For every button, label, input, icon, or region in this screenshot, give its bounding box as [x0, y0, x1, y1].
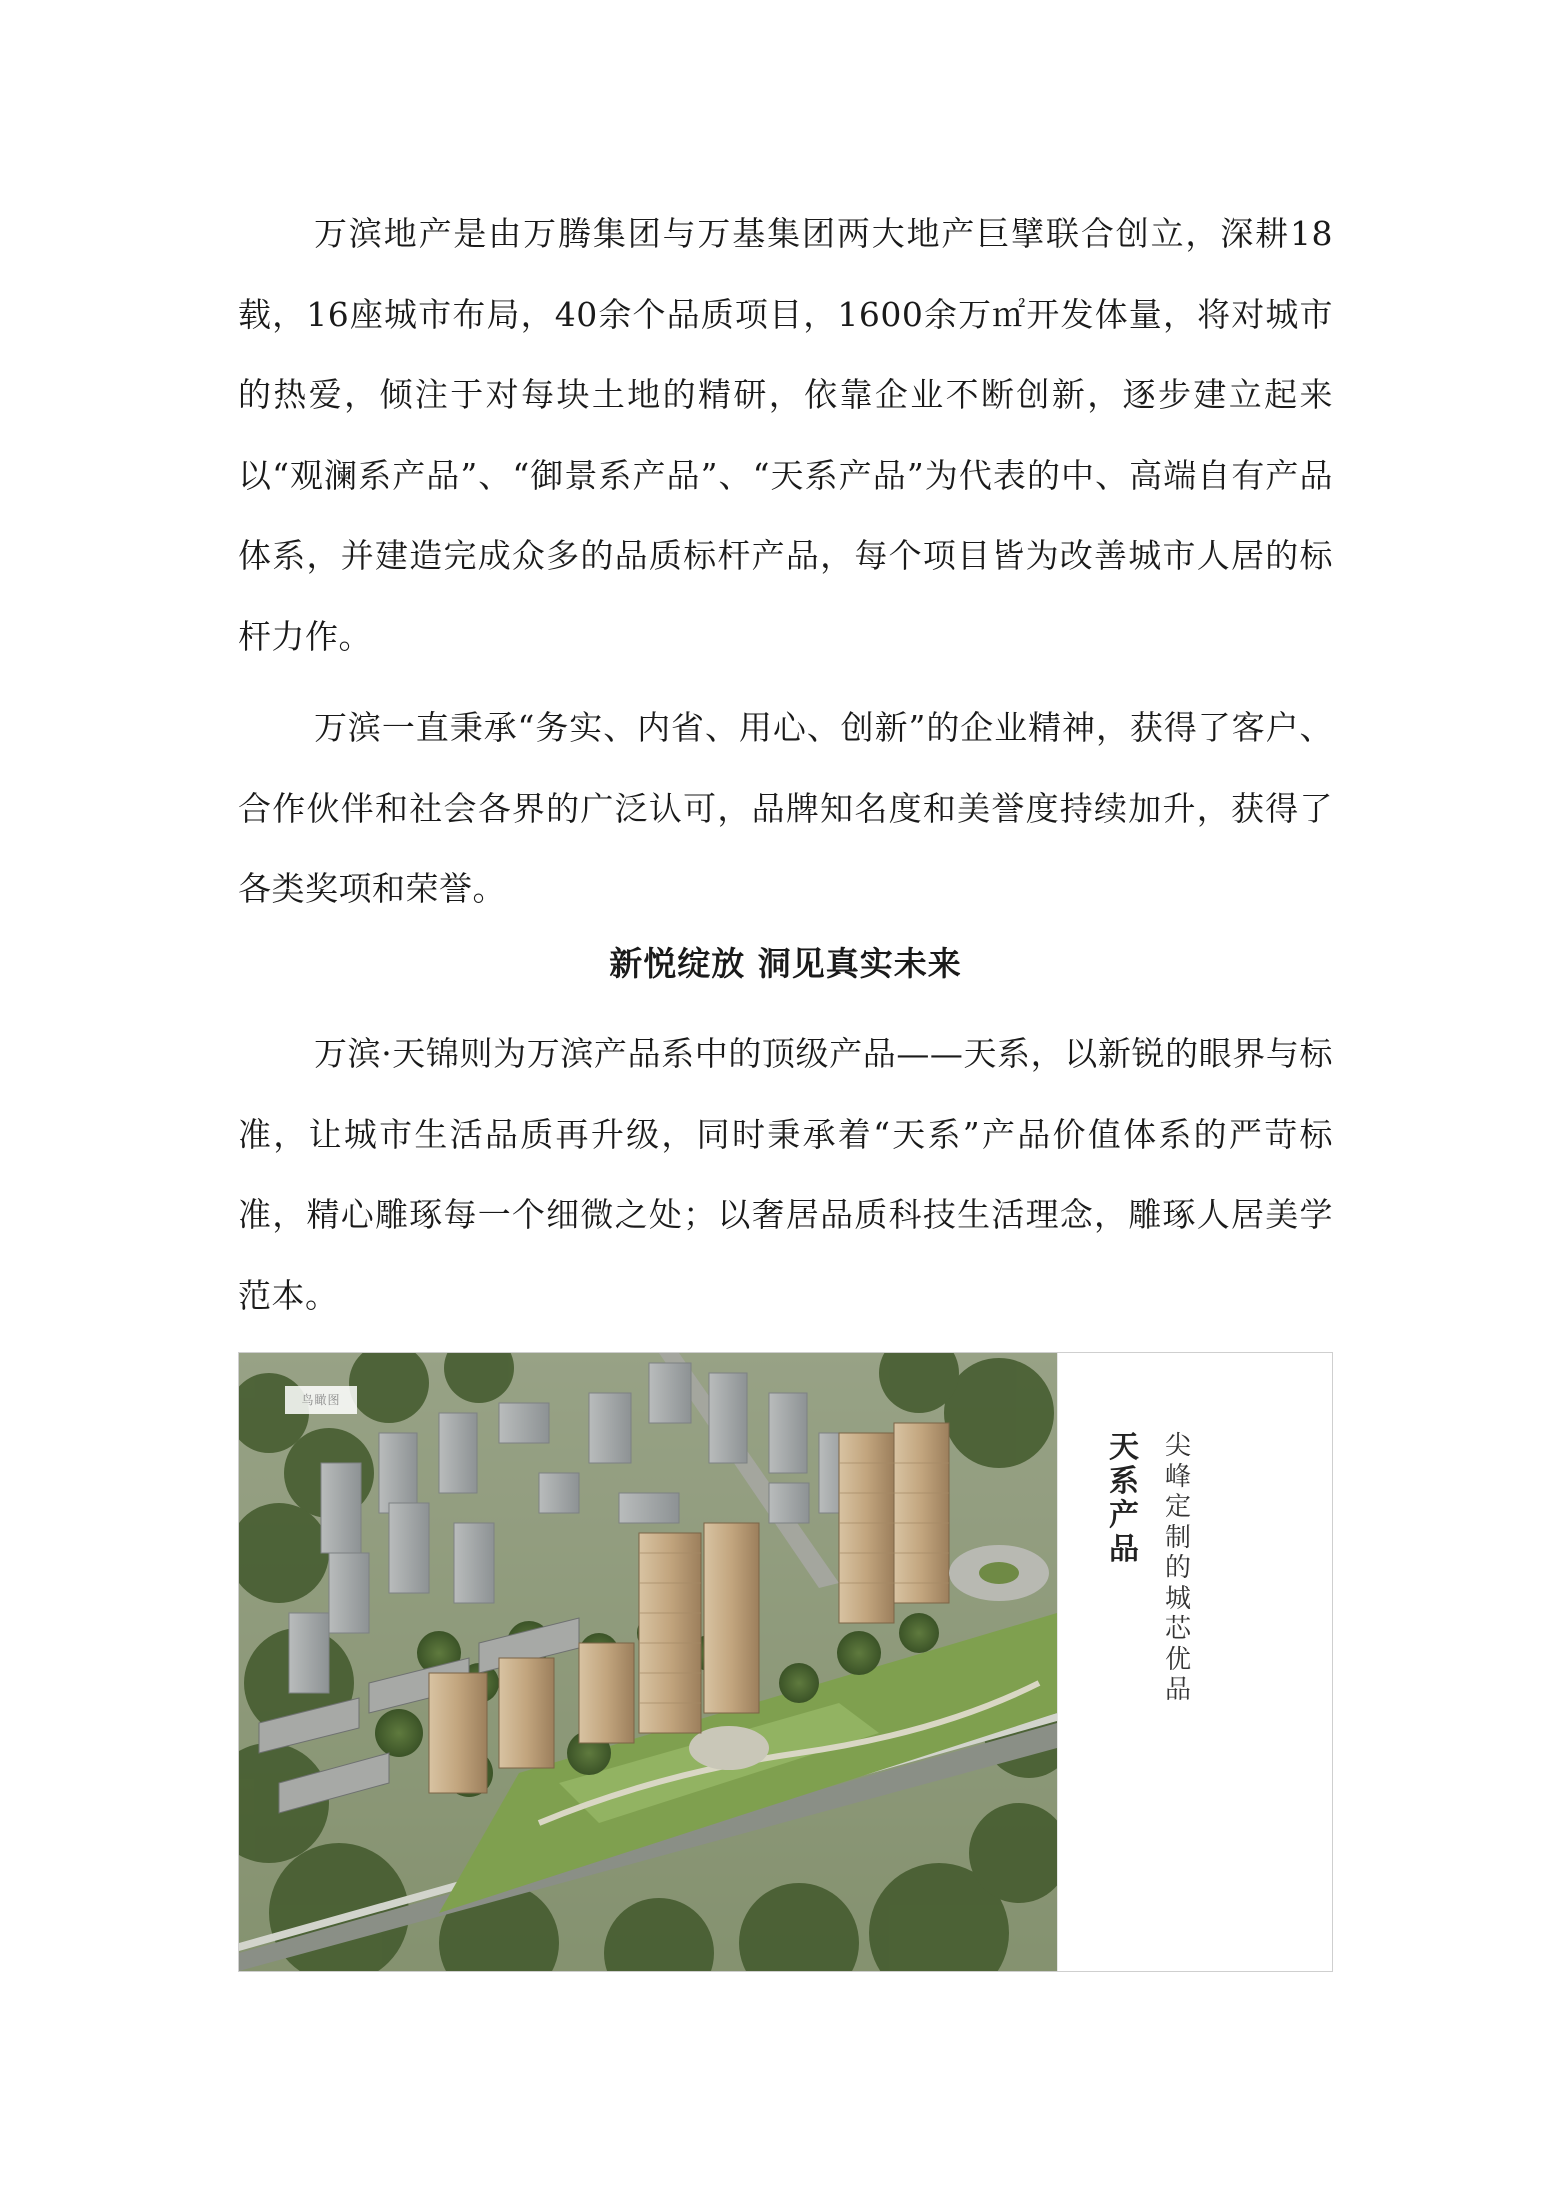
- aerial-view-illustration: [239, 1353, 1057, 1971]
- product-slogan: 尖峰定制的城芯优品: [1164, 1431, 1191, 1705]
- spirit-paragraph: 万滨一直秉承“务实、内省、用心、创新”的企业精神，获得了客户、合作伙伴和社会各界的广泛认可，品牌知名度和美誉度持续加升，获得了各类奖项和荣誉。: [238, 708, 1333, 908]
- product-line-title: 天系产品: [1109, 1430, 1139, 1567]
- divider: [1057, 1353, 1058, 1971]
- product-paragraph: 万滨·天锦则为万滨产品系中的顶级产品——天系，以新锐的眼界与标准，让城市生活品质再升级，同时秉承着“天系”产品价值体系的严苛标准，精心雕琢每一个细微之处；以奢居品质科技生活理念，雕琢人居美学范本。: [238, 1034, 1333, 1315]
- section-heading: 新悦绽放 洞见真实未来: [609, 944, 962, 983]
- intro-paragraph: 万滨地产是由万腾集团与万基集团两大地产巨擘联合创立，深耕18载，16座城市布局，40余个品质项目，1600余万㎡开发体量，将对城市的热爱，倾注于对每块土地的精研，依靠企业不断创新，逐步建立起来以“观澜系产品”、“御景系产品”、“天系产品”为代表的中、高端自有产品体系，并建造完成众多的品质标杆产品，每个项目皆为改善城市人居的标杆力作。: [238, 214, 1333, 656]
- aerial-rendering: [239, 1353, 1057, 1971]
- figure-caption-panel: [1057, 1353, 1332, 1971]
- project-figure: [238, 1352, 1333, 1972]
- birdseye-label: 鸟瞰图: [285, 1386, 357, 1414]
